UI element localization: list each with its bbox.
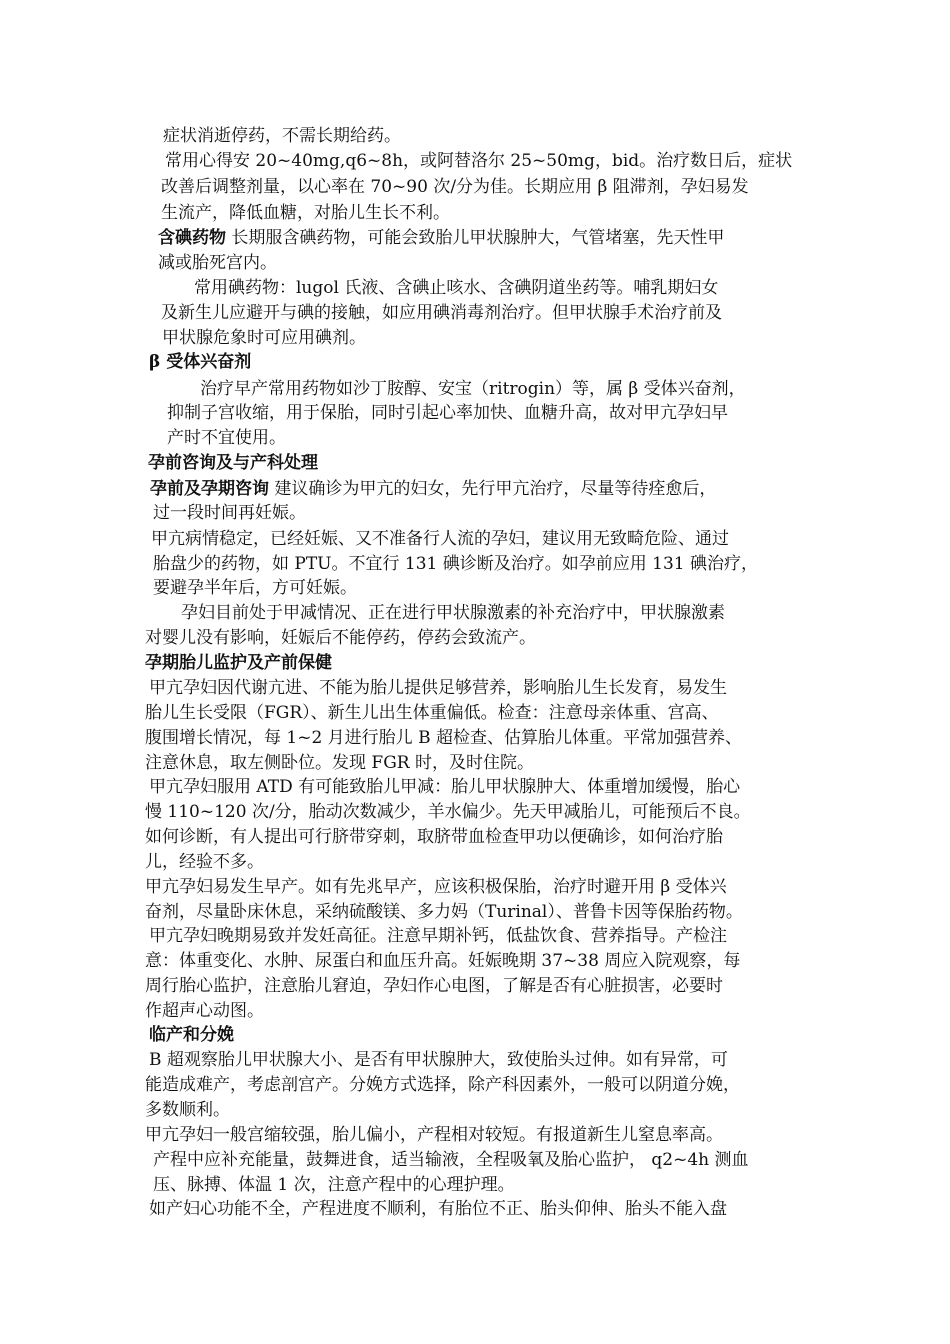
text-line: 胎儿生长受限（FGR）、新生儿出生体重偏低。检查：注意母亲体重、宫高、 bbox=[145, 703, 719, 723]
text-line: 多数顺利。 bbox=[145, 1100, 230, 1120]
text-line: 含碘药物 长期服含碘药物，可能会致胎儿甲状腺肿大，气管堵塞，先天性甲 bbox=[158, 228, 725, 248]
inline-heading: 孕前及孕期咨询 bbox=[150, 479, 269, 499]
text-line: 甲亢孕妇易发生早产。如有先兆早产，应该积极保胎，治疗时避开用 β 受体兴 bbox=[145, 877, 727, 897]
text-line: 甲亢孕妇晚期易致并发妊高征。注意早期补钙，低盐饮食、营养指导。产检注 bbox=[149, 926, 727, 946]
text-line: 注意休息，取左侧卧位。发现 FGR 时，及时住院。 bbox=[145, 753, 534, 773]
text-line: 腹围增长情况，每 1~2 月进行胎儿 B 超检查、估算胎儿体重。平常加强营养、 bbox=[145, 728, 742, 748]
text-line: 孕前及孕期咨询 建议确诊为甲亢的妇女，先行甲亢治疗，尽量等待痊愈后， bbox=[150, 479, 717, 499]
text-line: 及新生儿应避开与碘的接触，如应用碘消毒剂治疗。但甲状腺手术治疗前及 bbox=[161, 303, 722, 323]
text-line: 儿，经验不多。 bbox=[145, 852, 264, 872]
text-line: 孕妇目前处于甲减情况、正在进行甲状腺激素的补充治疗中，甲状腺激素 bbox=[181, 603, 725, 623]
text-line: 能造成难产，考虑剖宫产。分娩方式选择，除产科因素外，一般可以阴道分娩， bbox=[145, 1075, 740, 1095]
text-line: 产程中应补充能量，鼓舞进食，适当输液，全程吸氧及胎心监护， q2~4h 测血 bbox=[153, 1150, 749, 1170]
text-line: 产时不宜使用。 bbox=[167, 428, 286, 448]
inline-heading: 含碘药物 bbox=[158, 228, 226, 248]
text-line: 慢 110~120 次/分，胎动次数减少，羊水偏少。先天甲减胎儿，可能预后不良。 bbox=[145, 802, 751, 822]
text-line: 改善后调整剂量，以心率在 70~90 次/分为佳。长期应用 β 阻滞剂，孕妇易发 bbox=[161, 177, 749, 197]
text-line: 生流产，降低血糖，对胎儿生长不利。 bbox=[161, 203, 450, 223]
text-line: 胎盘少的药物，如 PTU。不宜行 131 碘诊断及治疗。如孕前应用 131 碘治疗， bbox=[153, 554, 759, 574]
text-line: 奋剂，尽量卧床休息，采纳硫酸镁、多力妈（Turinal）、普鲁卡因等保胎药物。 bbox=[145, 902, 743, 922]
text-line: 意：体重变化、水肿、尿蛋白和血压升高。妊娠晚期 37~38 周应入院观察，每 bbox=[145, 951, 741, 971]
text-line: 周行胎心监护，注意胎儿窘迫，孕妇作心电图，了解是否有心脏损害，必要时 bbox=[145, 976, 723, 996]
text-line: 减或胎死宫内。 bbox=[158, 253, 277, 273]
text-line: 常用碘药物：lugol 氏液、含碘止咳水、含碘阴道坐药等。哺乳期妇女 bbox=[194, 278, 719, 298]
text-line: 要避孕半年后，方可妊娠。 bbox=[153, 578, 357, 598]
text-line: 甲状腺危象时可应用碘剂。 bbox=[162, 328, 366, 348]
text-line: 如产妇心功能不全，产程进度不顺利，有胎位不正、胎头仰伸、胎头不能入盘 bbox=[149, 1199, 727, 1219]
text-line: 过一段时间再妊娠。 bbox=[153, 503, 306, 523]
section-heading: β 受体兴奋剂 bbox=[149, 352, 252, 372]
text-line: 作超声心动图。 bbox=[145, 1001, 264, 1021]
text-line: 甲亢病情稳定，已经妊娠、又不准备行人流的孕妇，建议用无致畸危险、通过 bbox=[151, 529, 729, 549]
text-line: 症状消逝停药，不需长期给药。 bbox=[163, 126, 401, 146]
text-line: 压、脉搏、体温 1 次，注意产程中的心理护理。 bbox=[153, 1175, 515, 1195]
text-line: 对婴儿没有影响，妊娠后不能停药，停药会致流产。 bbox=[145, 628, 536, 648]
text-line: 甲亢孕妇服用 ATD 有可能致胎儿甲减：胎儿甲状腺肿大、体重增加缓慢，胎心 bbox=[149, 777, 741, 797]
text-line: B 超观察胎儿甲状腺大小、是否有甲状腺肿大，致使胎头过伸。如有异常，可 bbox=[149, 1050, 728, 1070]
text-line: 如何诊断，有人提出可行脐带穿刺，取脐带血检查甲功以便确诊，如何治疗胎 bbox=[145, 827, 723, 847]
text-line: 常用心得安 20~40mg,q6~8h，或阿替洛尔 25~50mg，bid。治疗数日后，症状 bbox=[165, 151, 793, 171]
text-line: 甲亢孕妇一般宫缩较强，胎儿偏小，产程相对较短。有报道新生儿窒息率高。 bbox=[145, 1125, 723, 1145]
section-heading: 孕前咨询及与产科处理 bbox=[148, 453, 318, 473]
section-heading: 孕期胎儿监护及产前保健 bbox=[145, 653, 332, 673]
text-line: 治疗早产常用药物如沙丁胺醇、安宝（ritrogin）等，属 β 受体兴奋剂， bbox=[200, 379, 746, 399]
text-line: 甲亢孕妇因代谢亢进、不能为胎儿提供足够营养，影响胎儿生长发育，易发生 bbox=[149, 678, 727, 698]
section-heading: 临产和分娩 bbox=[149, 1025, 234, 1045]
text-line: 抑制子宫收缩，用于保胎，同时引起心率加快、血糖升高，故对甲亢孕妇早 bbox=[167, 403, 728, 423]
